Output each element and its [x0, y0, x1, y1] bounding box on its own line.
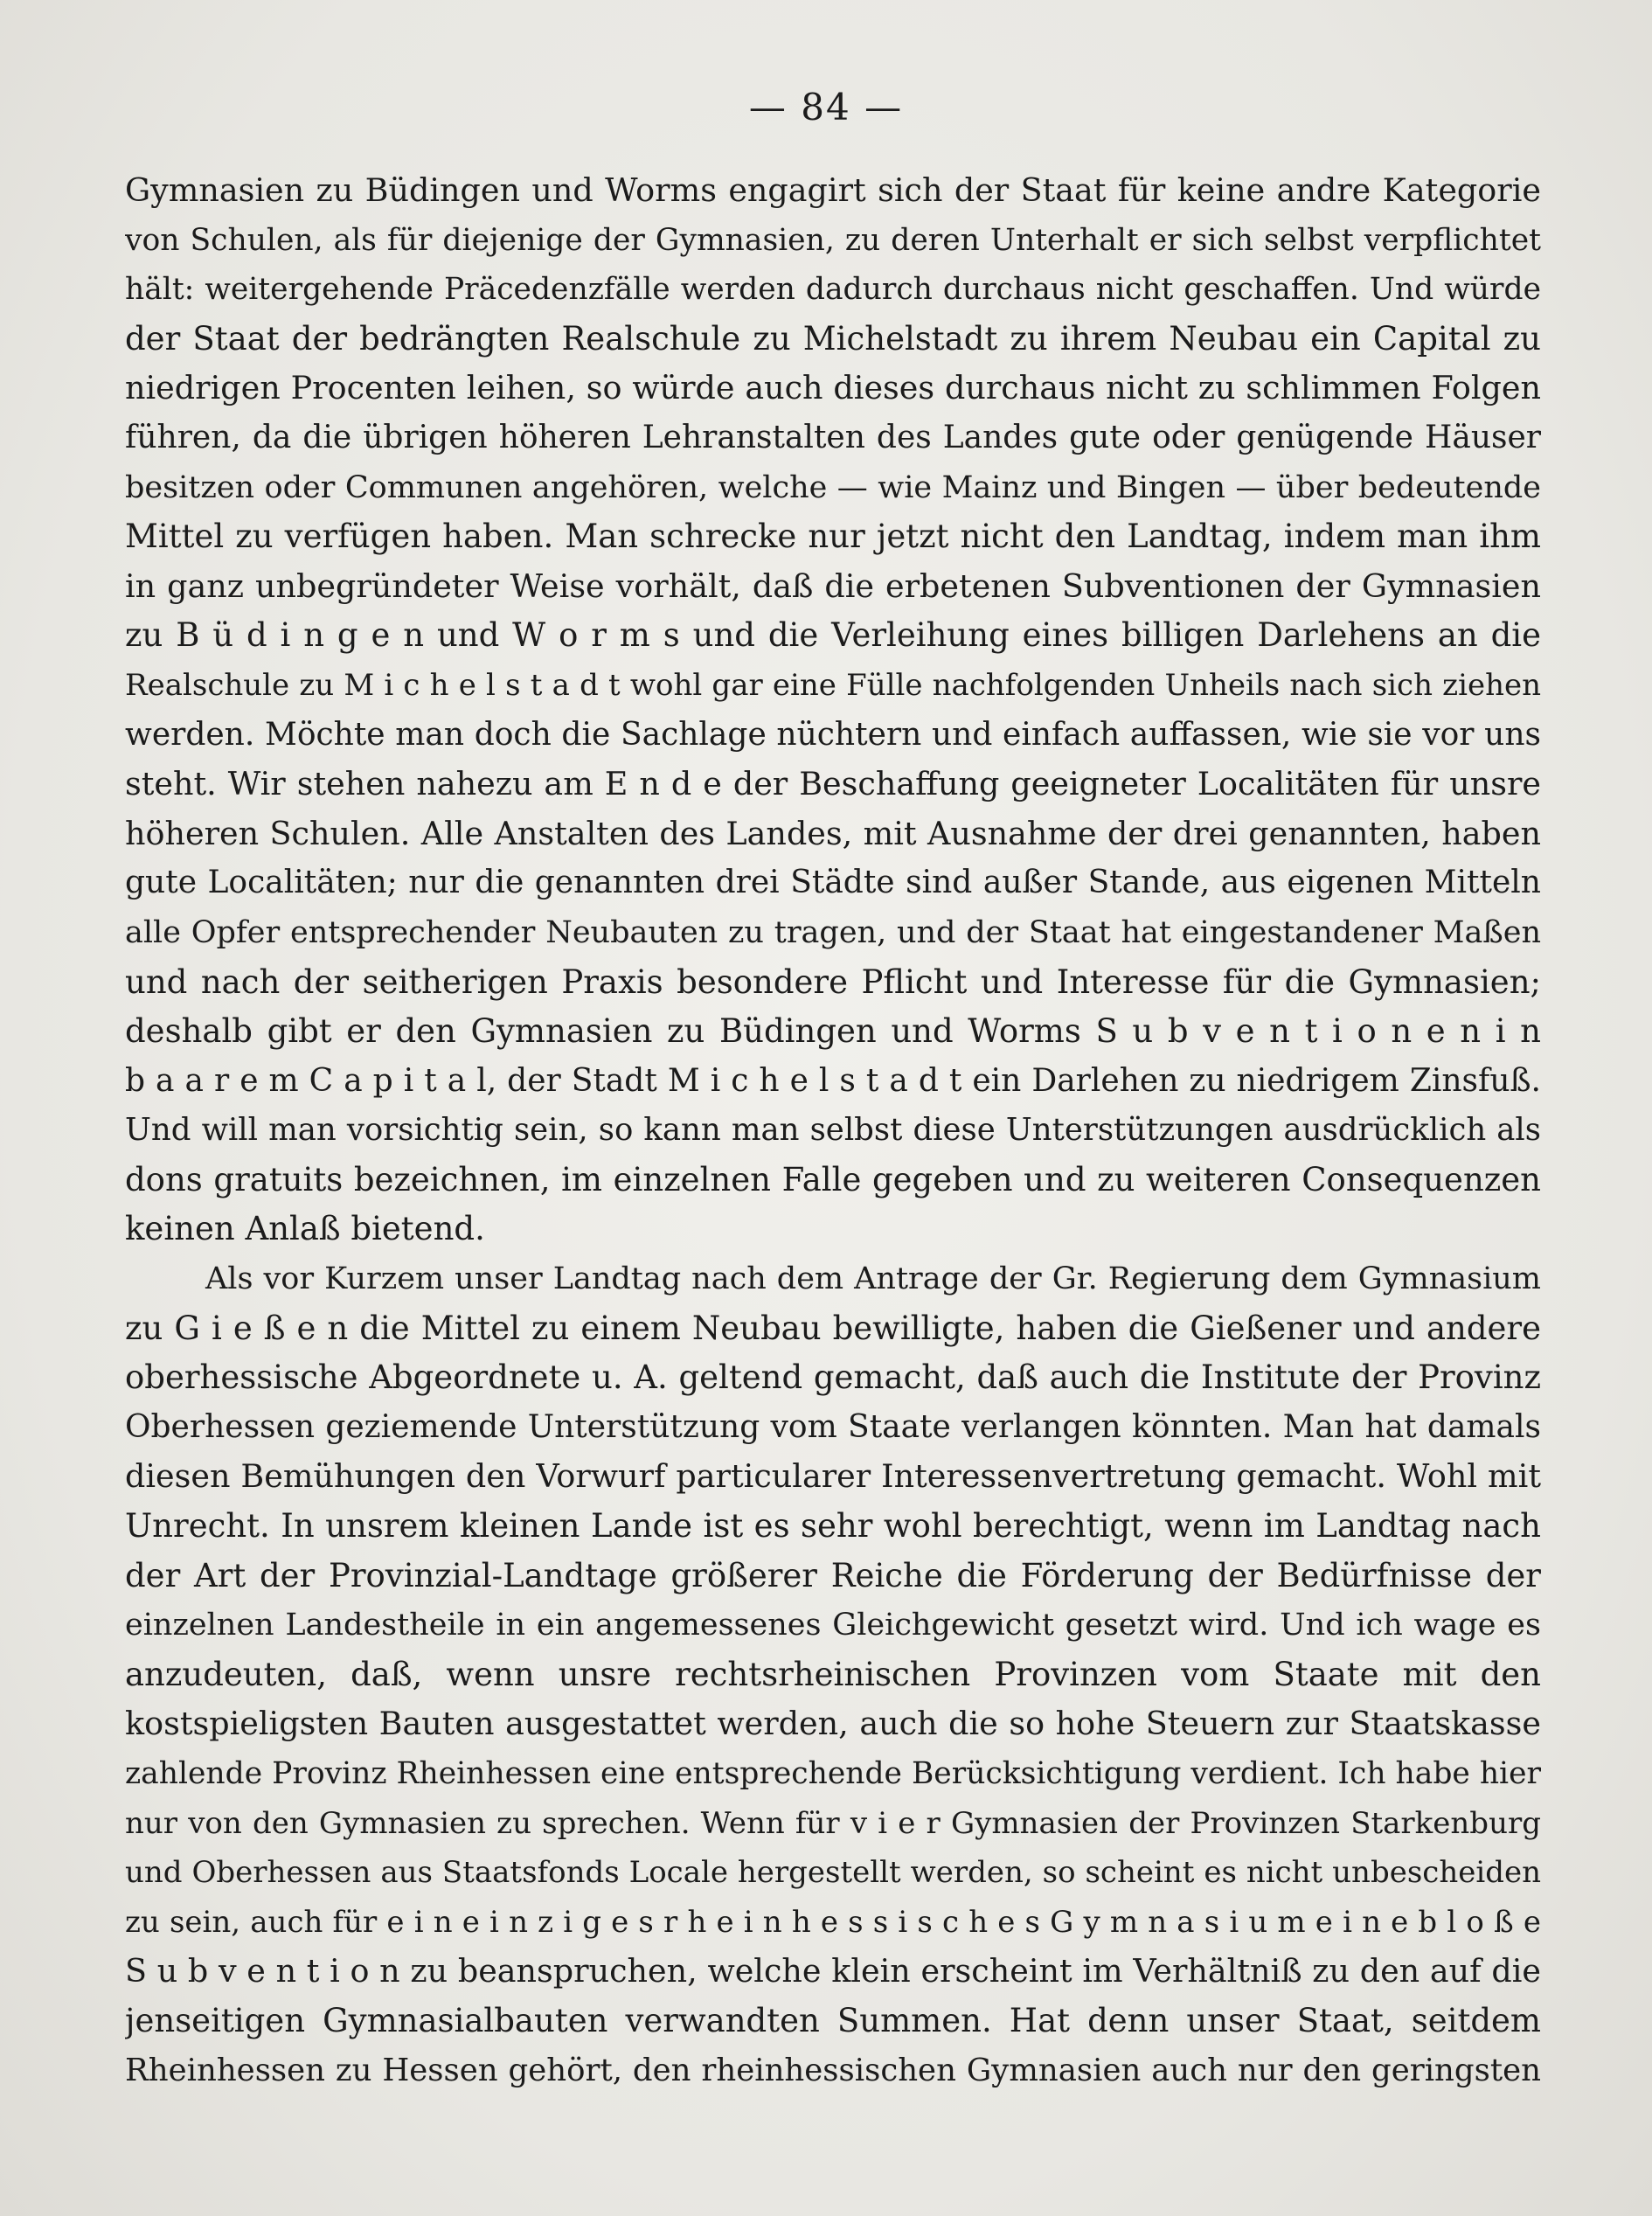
- page-number: — 84 —: [748, 86, 904, 129]
- text-line: hält: weitergehende Präcedenzfälle werden dadurch durchaus nicht geschaffen. Und würde: [125, 272, 1541, 308]
- text-line: werden. Möchte man doch die Sachlage nüchtern und einfach auffassen, wie sie vor uns: [125, 716, 1541, 753]
- text-line: besitzen oder Communen angehören, welche — wie Mainz und Bingen — über bedeutende: [125, 469, 1541, 505]
- text-line: der Staat der bedrängten Realschule zu Michelstadt zu ihrem Neubau ein Capital zu: [125, 319, 1541, 358]
- text-line: nur von den Gymnasien zu sprechen. Wenn für v i e r Gymnasien der Provinzen Starkenburg: [125, 1805, 1541, 1841]
- text-line: S u b v e n t i o n zu beanspruchen, welche klein erscheint im Verhältniß zu den auf die: [125, 1952, 1541, 1990]
- text-line: diesen Bemühungen den Vorwurf particularer Interessenvertretung gemacht. Wohl mit: [125, 1457, 1541, 1496]
- text-line: Gymnasien zu Büdingen und Worms engagirt sich der Staat für keine andre Kategorie: [125, 171, 1541, 209]
- text-line: niedrigen Procenten leihen, so würde auch dieses durchaus nicht zu schlimmen Folgen: [125, 369, 1541, 407]
- text-line: steht. Wir stehen nahezu am E n d e der Beschaffung geeigneter Localitäten für unsre: [125, 765, 1541, 803]
- text-line: und Oberhessen aus Staatsfonds Locale hergestellt werden, so scheint es nicht unbescheiden: [125, 1855, 1541, 1891]
- text-line: zu sein, auch für e i n e i n z i g e s r h e i n h e s s i s c h e s G y m n a s i u m e i n e b l o ß e: [125, 1904, 1541, 1940]
- text-line: Realschule zu M i c h e l s t a d t wohl gar eine Fülle nachfolgenden Unheils nach sich ziehen: [125, 667, 1541, 703]
- text-line: keinen Anlaß bietend.: [125, 1210, 485, 1248]
- text-line: von Schulen, als für diejenige der Gymnasien, zu deren Unterhalt er sich selbst verpflichtet: [125, 222, 1541, 258]
- text-line: Mittel zu verfügen haben. Man schrecke nur jetzt nicht den Landtag, indem man ihm: [125, 518, 1541, 556]
- text-line: alle Opfer entsprechender Neubauten zu tragen, und der Staat hat eingestandener Maßen: [125, 914, 1541, 950]
- text-line: höheren Schulen. Alle Anstalten des Landes, mit Ausnahme der drei genannten, haben: [125, 814, 1541, 852]
- text-line: Unrecht. In unsrem kleinen Lande ist es sehr wohl berechtigt, wenn im Landtag nach: [125, 1507, 1541, 1546]
- text-line: anzudeuten, daß, wenn unsre rechtsrheinischen Provinzen vom Staate mit den: [125, 1655, 1541, 1693]
- text-line: kostspieligsten Bauten ausgestattet werden, auch die so hohe Steuern zur Staatskasse: [125, 1705, 1541, 1743]
- text-line: zahlende Provinz Rheinhessen eine entsprechende Berücksichtigung verdient. Ich habe hier: [125, 1756, 1541, 1791]
- text-line: der Art der Provinzial-Landtage größerer Reiche die Förderung der Bedürfnisse der: [125, 1556, 1541, 1594]
- text-line: Als vor Kurzem unser Landtag nach dem Antrage der Gr. Regierung dem Gymnasium: [205, 1261, 1541, 1297]
- text-line: Und will man vorsichtig sein, so kann man selbst diese Unterstützungen ausdrücklich als: [125, 1112, 1541, 1149]
- text-line: einzelnen Landestheile in ein angemessenes Gleichgewicht gesetzt wird. Und ich wage es: [125, 1608, 1541, 1643]
- text-line: zu B ü d i n g e n und W o r m s und die Verleihung eines billigen Darlehens an die: [125, 616, 1541, 655]
- body-text: [125, 166, 1541, 2095]
- text-line: zu G i e ß e n die Mittel zu einem Neubau bewilligte, haben die Gießener und andere: [125, 1309, 1541, 1347]
- text-line: in ganz unbegründeter Weise vorhält, daß die erbetenen Subventionen der Gymnasien: [125, 566, 1541, 605]
- text-line: führen, da die übrigen höheren Lehranstalten des Landes gute oder genügende Häuser: [125, 419, 1541, 455]
- text-line: oberhessische Abgeordnete u. A. geltend gemacht, daß auch die Institute der Provinz: [125, 1358, 1541, 1397]
- text-line: b a a r e m C a p i t a l, der Stadt M i c h e l s t a d t ein Darlehen zu niedrigem Zinsfuß.: [125, 1062, 1541, 1099]
- text-line: und nach der seitherigen Praxis besondere Pflicht und Interesse für die Gymnasien;: [125, 962, 1541, 1001]
- text-line: deshalb gibt er den Gymnasien zu Büdingen und Worms S u b v e n t i o n e n i n: [125, 1012, 1541, 1051]
- text-line: jenseitigen Gymnasialbauten verwandten Summen. Hat denn unser Staat, seitdem: [125, 2001, 1541, 2039]
- text-line: Oberhessen geziemende Unterstützung vom Staate verlangen könnten. Man hat damals: [125, 1408, 1541, 1445]
- text-line: dons gratuits bezeichnen, im einzelnen Falle gegeben und zu weiteren Consequenzen: [125, 1160, 1541, 1198]
- text-line: Rheinhessen zu Hessen gehört, den rheinhessischen Gymnasien auch nur den geringsten: [125, 2052, 1541, 2088]
- text-line: gute Localitäten; nur die genannten drei Städte sind außer Stande, aus eigenen Mitteln: [125, 865, 1541, 901]
